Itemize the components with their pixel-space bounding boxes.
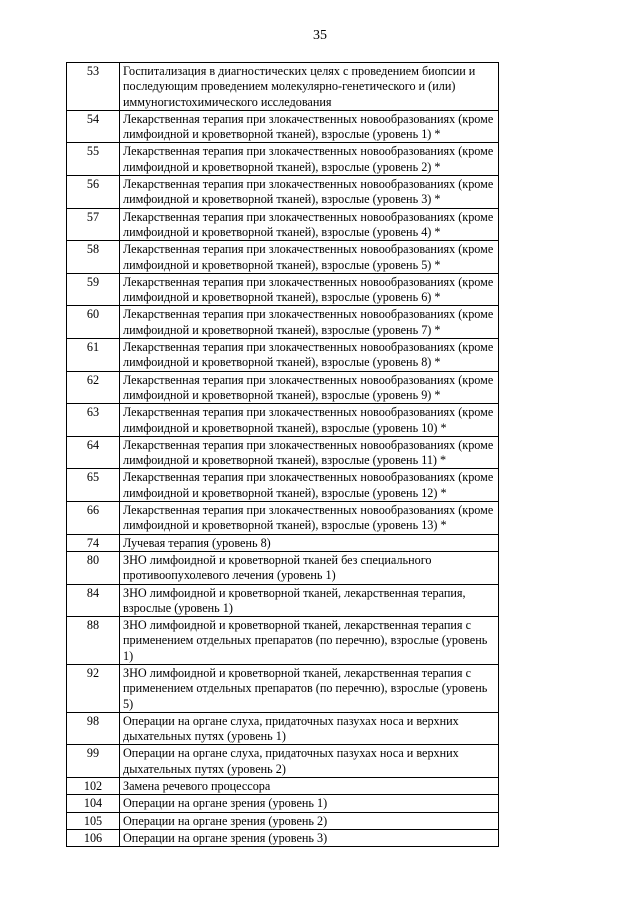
table-row bbox=[67, 143, 499, 176]
table-row bbox=[67, 63, 499, 111]
table-row bbox=[67, 273, 499, 306]
table-row bbox=[67, 110, 499, 143]
row-name-cell: Лекарственная терапия при злокачественных новообразованиях (кроме лимфоидной и кроветворной тканей), взрослые (уровень 13) * bbox=[120, 502, 499, 535]
table-row bbox=[67, 829, 499, 846]
row-number-cell: 106 bbox=[67, 829, 120, 846]
row-name-cell: Операции на органе зрения (уровень 3) bbox=[120, 829, 499, 846]
row-number-cell: 60 bbox=[67, 306, 120, 339]
row-name-cell: Лекарственная терапия при злокачественных новообразованиях (кроме лимфоидной и кроветворной тканей), взрослые (уровень 11) * bbox=[120, 436, 499, 469]
table-row bbox=[67, 436, 499, 469]
row-number-cell: 65 bbox=[67, 469, 120, 502]
row-number-cell: 64 bbox=[67, 436, 120, 469]
row-number-cell: 58 bbox=[67, 241, 120, 274]
row-name-cell: Госпитализация в диагностических целях с проведением биопсии и последующим проведением молекулярно-генетического и (или) иммуногистохимического исследования bbox=[120, 63, 499, 111]
row-number-cell: 56 bbox=[67, 176, 120, 209]
row-name-cell: Лучевая терапия (уровень 8) bbox=[120, 534, 499, 551]
row-number-cell: 98 bbox=[67, 712, 120, 745]
row-name-cell: Лекарственная терапия при злокачественных новообразованиях (кроме лимфоидной и кроветворной тканей), взрослые (уровень 8) * bbox=[120, 339, 499, 372]
row-number-cell: 102 bbox=[67, 778, 120, 795]
row-name-cell: Операции на органе зрения (уровень 2) bbox=[120, 812, 499, 829]
document-table bbox=[66, 62, 499, 847]
row-name-cell: Операции на органе зрения (уровень 1) bbox=[120, 795, 499, 812]
row-name-cell: Лекарственная терапия при злокачественных новообразованиях (кроме лимфоидной и кроветворной тканей), взрослые (уровень 4) * bbox=[120, 208, 499, 241]
table-row bbox=[67, 306, 499, 339]
table-row bbox=[67, 241, 499, 274]
row-name-cell: Лекарственная терапия при злокачественных новообразованиях (кроме лимфоидной и кроветворной тканей), взрослые (уровень 12) * bbox=[120, 469, 499, 502]
table-row bbox=[67, 469, 499, 502]
row-number-cell: 99 bbox=[67, 745, 120, 778]
row-number-cell: 66 bbox=[67, 502, 120, 535]
row-number-cell: 74 bbox=[67, 534, 120, 551]
row-name-cell: Лекарственная терапия при злокачественных новообразованиях (кроме лимфоидной и кроветворной тканей), взрослые (уровень 1) * bbox=[120, 110, 499, 143]
table-row bbox=[67, 812, 499, 829]
row-name-cell: ЗНО лимфоидной и кроветворной тканей без специального противоопухолевого лечения (уровень 1) bbox=[120, 551, 499, 584]
row-number-cell: 57 bbox=[67, 208, 120, 241]
row-number-cell: 92 bbox=[67, 664, 120, 712]
table-row bbox=[67, 712, 499, 745]
row-number-cell: 84 bbox=[67, 584, 120, 617]
table-row bbox=[67, 584, 499, 617]
table-row bbox=[67, 339, 499, 372]
table-row bbox=[67, 551, 499, 584]
table-row bbox=[67, 778, 499, 795]
row-number-cell: 53 bbox=[67, 63, 120, 111]
table-row bbox=[67, 795, 499, 812]
row-number-cell: 63 bbox=[67, 404, 120, 437]
row-number-cell: 105 bbox=[67, 812, 120, 829]
row-name-cell: Лекарственная терапия при злокачественных новообразованиях (кроме лимфоидной и кроветворной тканей), взрослые (уровень 6) * bbox=[120, 273, 499, 306]
row-number-cell: 80 bbox=[67, 551, 120, 584]
row-name-cell: Лекарственная терапия при злокачественных новообразованиях (кроме лимфоидной и кроветворной тканей), взрослые (уровень 3) * bbox=[120, 176, 499, 209]
table-row bbox=[67, 534, 499, 551]
row-name-cell: Операции на органе слуха, придаточных пазухах носа и верхних дыхательных путях (уровень 2) bbox=[120, 745, 499, 778]
table-row bbox=[67, 208, 499, 241]
table-row bbox=[67, 371, 499, 404]
row-name-cell: Лекарственная терапия при злокачественных новообразованиях (кроме лимфоидной и кроветворной тканей), взрослые (уровень 10) * bbox=[120, 404, 499, 437]
row-name-cell: ЗНО лимфоидной и кроветворной тканей, лекарственная терапия с применением отдельных препаратов (по перечню), взрослые (уровень 5) bbox=[120, 664, 499, 712]
row-name-cell: Лекарственная терапия при злокачественных новообразованиях (кроме лимфоидной и кроветворной тканей), взрослые (уровень 7) * bbox=[120, 306, 499, 339]
table-row bbox=[67, 745, 499, 778]
table-row bbox=[67, 502, 499, 535]
row-name-cell: Лекарственная терапия при злокачественных новообразованиях (кроме лимфоидной и кроветворной тканей), взрослые (уровень 2) * bbox=[120, 143, 499, 176]
row-name-cell: Лекарственная терапия при злокачественных новообразованиях (кроме лимфоидной и кроветворной тканей), взрослые (уровень 9) * bbox=[120, 371, 499, 404]
table-row bbox=[67, 664, 499, 712]
page-number: 35 bbox=[313, 28, 327, 43]
row-number-cell: 59 bbox=[67, 273, 120, 306]
row-number-cell: 61 bbox=[67, 339, 120, 372]
table-row bbox=[67, 617, 499, 665]
row-number-cell: 104 bbox=[67, 795, 120, 812]
row-number-cell: 55 bbox=[67, 143, 120, 176]
table-body bbox=[67, 63, 499, 847]
row-name-cell: ЗНО лимфоидной и кроветворной тканей, лекарственная терапия с применением отдельных препаратов (по перечню), взрослые (уровень 1) bbox=[120, 617, 499, 665]
table-row bbox=[67, 176, 499, 209]
table-row bbox=[67, 404, 499, 437]
row-number-cell: 54 bbox=[67, 110, 120, 143]
row-number-cell: 88 bbox=[67, 617, 120, 665]
row-name-cell: ЗНО лимфоидной и кроветворной тканей, лекарственная терапия, взрослые (уровень 1) bbox=[120, 584, 499, 617]
row-name-cell: Операции на органе слуха, придаточных пазухах носа и верхних дыхательных путях (уровень 1) bbox=[120, 712, 499, 745]
row-number-cell: 62 bbox=[67, 371, 120, 404]
row-name-cell: Лекарственная терапия при злокачественных новообразованиях (кроме лимфоидной и кроветворной тканей), взрослые (уровень 5) * bbox=[120, 241, 499, 274]
row-name-cell: Замена речевого процессора bbox=[120, 778, 499, 795]
